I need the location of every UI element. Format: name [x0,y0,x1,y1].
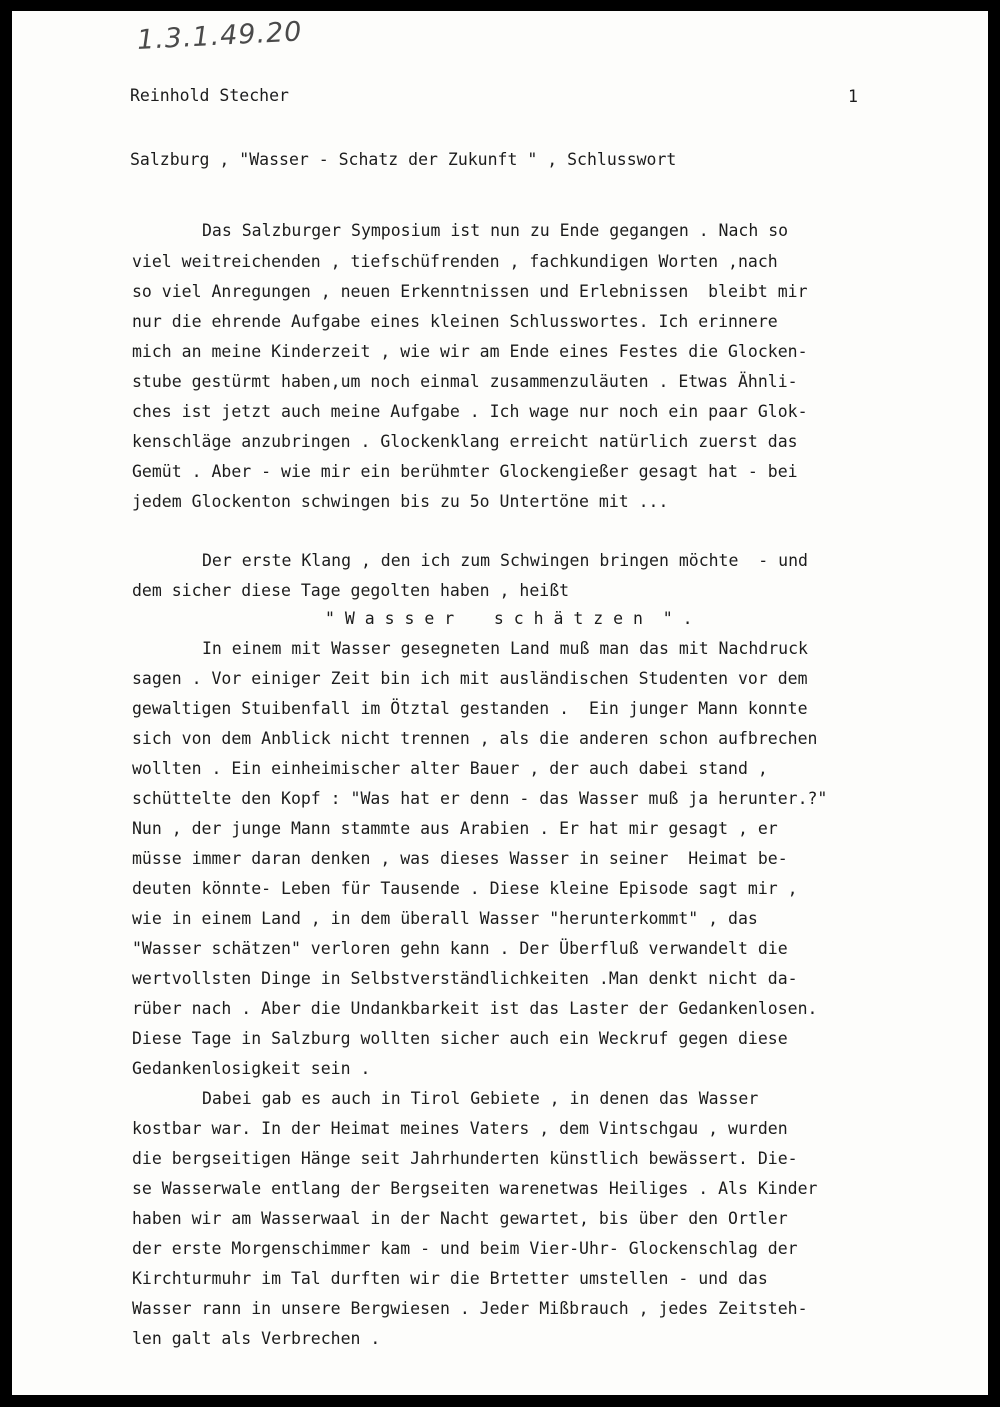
text-line: "Wasser schätzen" verloren gehn kann . Der Überfluß verwandelt die [132,939,788,958]
text-line: Nun , der junge Mann stammte aus Arabien . Er hat mir gesagt , er [132,819,778,838]
document-heading: Salzburg , "Wasser - Schatz der Zukunft " , Schlusswort [130,150,677,169]
text-line: gewaltigen Stuibenfall im Ötztal gestanden . Ein junger Mann konnte [132,699,808,718]
text-line: ches ist jetzt auch meine Aufgabe . Ich wage nur noch ein paar Glok- [132,402,808,421]
text-line: so viel Anregungen , neuen Erkenntnissen und Erlebnissen bleibt mir [132,282,808,301]
text-line: wie in einem Land , in dem überall Wasser "herunterkommt" , das [132,909,758,928]
text-line: Gemüt . Aber - wie mir ein berühmter Glockengießer gesagt hat - bei [132,462,798,481]
text-line: jedem Glockenton schwingen bis zu 5o Untertöne mit ... [132,492,669,511]
author-name: Reinhold Stecher [130,86,289,105]
text-line: sagen . Vor einiger Zeit bin ich mit ausländischen Studenten vor dem [132,669,808,688]
text-line: Diese Tage in Salzburg wollten sicher auch ein Weckruf gegen diese [132,1029,788,1048]
text-line: Das Salzburger Symposium ist nun zu Ende gegangen . Nach so [202,221,789,240]
text-line: dem sicher diese Tage gegolten haben , heißt [132,581,570,600]
document-page [12,11,988,1395]
page-number: 1 [848,87,858,106]
text-line: Wasser rann in unsere Bergwiesen . Jeder Mißbrauch , jedes Zeitsteh- [132,1299,808,1318]
text-line: kostbar war. In der Heimat meines Vaters , dem Vintschgau , wurden [132,1119,788,1138]
text-line: haben wir am Wasserwaal in der Nacht gewartet, bis über den Ortler [132,1209,788,1228]
text-line: Gedankenlosigkeit sein . [132,1059,371,1078]
text-line: stube gestürmt haben,um noch einmal zusammenzuläuten . Etwas Ähnli- [132,372,798,391]
text-line: sich von dem Anblick nicht trennen , als die anderen schon aufbrechen [132,729,818,748]
text-line: In einem mit Wasser gesegneten Land muß man das mit Nachdruck [202,639,808,658]
text-line: müsse immer daran denken , was dieses Wasser in seiner Heimat be- [132,849,788,868]
text-line: se Wasserwale entlang der Bergseiten warenetwas Heiliges . Als Kinder [132,1179,818,1198]
text-line: der erste Morgenschimmer kam - und beim Vier-Uhr- Glockenschlag der [132,1239,798,1258]
text-line: schüttelte den Kopf : "Was hat er denn - das Wasser muß ja herunter.?" [132,789,828,808]
text-line: len galt als Verbrechen . [132,1329,381,1348]
text-line: rüber nach . Aber die Undankbarkeit ist das Laster der Gedankenlosen. [132,999,818,1018]
text-line: die bergseitigen Hänge seit Jahrhunderten künstlich bewässert. Die- [132,1149,798,1168]
text-line: viel weitreichenden , tiefschüfrenden , fachkundigen Worten ,nach [132,252,778,271]
text-line: nur die ehrende Aufgabe eines kleinen Schlusswortes. Ich erinnere [132,312,778,331]
text-line: mich an meine Kinderzeit , wie wir am Ende eines Festes die Glocken- [132,342,808,361]
text-line: Kirchturmuhr im Tal durften wir die Brtetter umstellen - und das [132,1269,768,1288]
text-line: " W a s s e r s c h ä t z e n " . [325,609,693,628]
text-line: deuten könnte- Leben für Tausende . Diese kleine Episode sagt mir , [132,879,798,898]
text-line: wollten . Ein einheimischer alter Bauer , der auch dabei stand , [132,759,768,778]
handwritten-archive-number: 1.3.1.49.20 [136,16,304,56]
text-line: wertvollsten Dinge in Selbstverständlichkeiten .Man denkt nicht da- [132,969,798,988]
text-line: kenschläge anzubringen . Glockenklang erreicht natürlich zuerst das [132,432,798,451]
text-line: Dabei gab es auch in Tirol Gebiete , in denen das Wasser [202,1089,759,1108]
text-line: Der erste Klang , den ich zum Schwingen bringen möchte - und [202,551,808,570]
